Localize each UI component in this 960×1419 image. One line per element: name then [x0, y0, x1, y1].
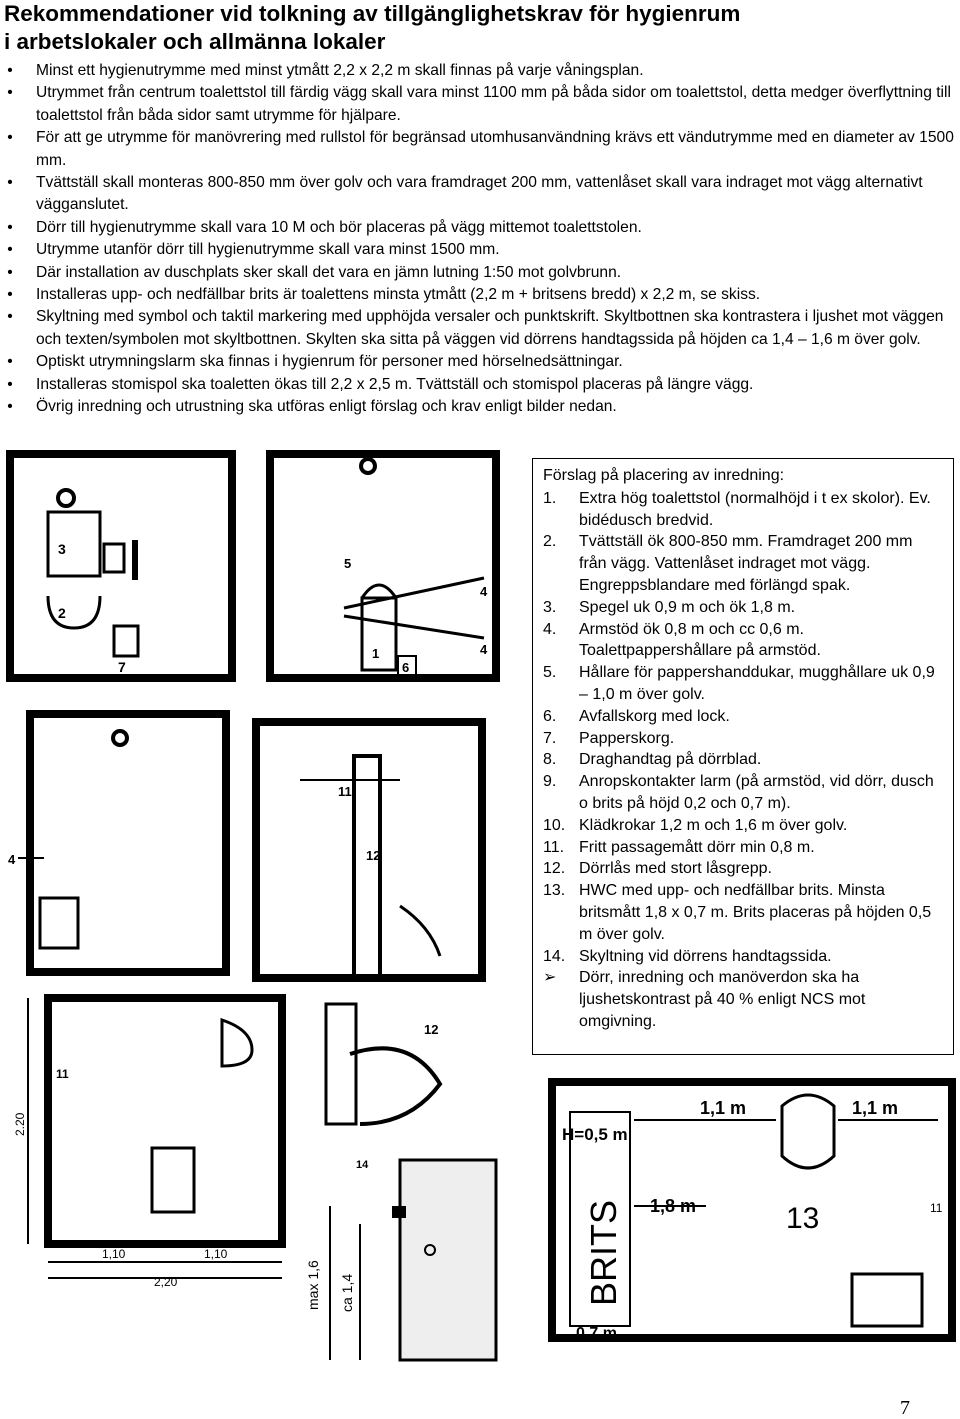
list-item: • Minst ett hygienutrymme med minst ytmått 2,2 x 2,2 m skall finnas på varje våningsplan. — [0, 60, 955, 82]
list-item: 14. Skyltning vid dörrens handtagssida. — [543, 947, 832, 965]
list-item: • Optiskt utrymningslarm ska finnas i hygienrum för personer med hörselnedsättningar. — [0, 351, 955, 373]
label-12: 12 — [424, 1022, 439, 1037]
list-item: • För att ge utrymme för manövrering med rullstol för begränsad utomhusanvändning krävs ett vändutrymme med en diameter av 1500 mm. — [0, 127, 955, 172]
label-5: 5 — [344, 556, 352, 571]
page-number: 7 — [900, 1397, 910, 1419]
list-item: 8. Draghandtag på dörrblad. — [543, 751, 762, 769]
door-lock-detail-figure — [310, 994, 460, 1142]
floor-plan-figure-1 — [4, 448, 240, 686]
label-3: 3 — [58, 541, 66, 557]
bullet-icon: • — [7, 218, 13, 236]
list-item: 6. Avfallskorg med lock. — [543, 707, 730, 725]
list-item: 12. Dörrlås med stort låsgrepp. — [543, 860, 772, 878]
label-2: 2 — [58, 605, 66, 621]
list-item: 2. Tvättställ ök 800-850 mm. Framdraget 200 mm från vägg. Vattenlåset indraget mot vägg. Engreppsblandare med förlängd spak. — [543, 533, 913, 594]
hwc-brits-plan-figure — [546, 1076, 958, 1344]
list-item: 13. HWC med upp- och nedfällbar brits. Minsta britsmått 1,8 x 0,7 m. Brits placeras på höjden 0,5 m över golv. — [543, 882, 932, 943]
floor-plan-figure-3 — [4, 708, 236, 980]
bullet-icon: • — [7, 375, 13, 393]
list-item: ➢ Dörr, inredning och manöverdon ska ha ljushetskontrast på 40 % enligt NCS mot omgivning. — [543, 969, 866, 1030]
bullet-icon: • — [7, 129, 13, 147]
list-item: • Utrymme utanför dörr till hygienutrymme skall vara minst 1500 mm. — [0, 239, 955, 261]
bullet-icon: • — [7, 286, 13, 304]
furnishing-legend — [532, 458, 954, 1055]
label-1-10-left: 1,10 — [102, 1247, 126, 1261]
label-14: 14 — [356, 1159, 369, 1171]
label-11: 11 — [930, 1201, 943, 1215]
floor-plan-figure-2 — [264, 448, 506, 686]
list-item: • Tvättställ skall monteras 800-850 mm över golv och vara framdraget 200 mm, vattenlåset skall vara indraget mot vägg alternativt vägganslutet. — [0, 172, 955, 217]
label-0-7-m: 0,7 m — [576, 1325, 617, 1342]
bullet-icon: • — [7, 174, 13, 192]
door-elevation-figure — [296, 1150, 506, 1362]
label-7: 7 — [118, 659, 126, 675]
bullet-icon: • — [7, 308, 13, 326]
bullet-icon: • — [7, 353, 13, 371]
list-item: 11. Fritt passagemått dörr min 0,8 m. — [543, 838, 815, 856]
label-4: 4 — [8, 852, 16, 867]
list-item: • Skyltning med symbol och taktil markering med upphöjda versaler och punktskrift. Skyltbottnen ska kontrastera i ljushet mot väggen och texten/symbolen mot skyltbottnen. Skylten ska sitta på väggen vid dörrens handtagssida på höjden ca 1,4 – 1,6 m över golv. — [0, 306, 955, 351]
list-item: 4. Armstöd ök 0,8 m och cc 0,6 m. Toalettpappershållare på armstöd. — [543, 620, 821, 660]
label-12: 12 — [366, 848, 381, 863]
label-h-0-5-m: H=0,5 m — [562, 1125, 628, 1144]
list-item: • Installeras stomispol ska toaletten ökas till 2,2 x 2,5 m. Tvättställ och stomispol placeras på längre vägg. — [0, 374, 955, 396]
label-4a: 4 — [480, 584, 488, 599]
bullet-icon: • — [7, 62, 13, 79]
bullet-icon: • — [7, 241, 13, 259]
requirements-list — [0, 60, 955, 419]
label-brits: BRITS — [583, 1199, 624, 1306]
list-item: 7. Papperskorg. — [543, 729, 675, 747]
list-item: 9. Anropskontakter larm (på armstöd, vid dörr, dusch o brits på höjd 0,2 och 0,7 m). — [543, 773, 934, 812]
label-6: 6 — [402, 660, 410, 675]
title-line-2: i arbetslokaler och allmänna lokaler — [4, 29, 386, 54]
list-item: • Där installation av duschplats sker skall det vara en jämn lutning 1:50 mot golvbrunn. — [0, 262, 955, 284]
label-max-1-6: max 1,6 — [305, 1260, 321, 1310]
label-1-1-m-right: 1,1 m — [852, 1098, 899, 1118]
label-11: 11 — [56, 1067, 69, 1081]
label-2-20-horizontal: 2,20 — [154, 1275, 178, 1289]
legend-list — [543, 488, 943, 1033]
label-1: 1 — [372, 646, 380, 661]
list-item: • Installeras upp- och nedfällbar brits är toalettens minsta ytmått (2,2 m + britsens bredd) x 2,2 m, se skiss. — [0, 284, 955, 306]
list-item: 1. Extra hög toalettstol (normalhöjd i t ex skolor). Ev. bidédusch bredvid. — [543, 489, 931, 529]
bullet-icon: • — [7, 398, 13, 416]
arrow-bullet-icon: ➢ — [543, 969, 557, 987]
label-1-8-m: 1,8 m — [650, 1196, 697, 1216]
bullet-icon: • — [7, 263, 13, 281]
list-item: 3. Spegel uk 0,9 m och ök 1,8 m. — [543, 598, 796, 616]
label-11: 11 — [338, 784, 352, 799]
label-4b: 4 — [480, 642, 488, 657]
list-item: 5. Hållare för pappershanddukar, mugghållare uk 0,9 – 1,0 m över golv. — [543, 664, 935, 703]
floor-plan-figure-5 — [4, 990, 294, 1292]
list-item: • Övrig inredning och utrustning ska utföras enligt förslag och krav enligt bilder nedan. — [0, 396, 955, 418]
page-title — [4, 0, 954, 56]
bullet-icon: • — [7, 84, 13, 102]
list-item: 10. Klädkrokar 1,2 m och 1,6 m över golv. — [543, 816, 848, 834]
title-line-1: Rekommendationer vid tolkning av tillgänglighetskrav för hygienrum — [4, 1, 741, 26]
floor-plan-figure-4 — [250, 716, 490, 984]
label-1-1-m-left: 1,1 m — [700, 1098, 747, 1118]
label-1-10-right: 1,10 — [204, 1247, 228, 1261]
legend-title: Förslag på placering av inredning: — [543, 467, 785, 484]
label-ca-1-4: ca 1,4 — [339, 1273, 355, 1312]
label-13: 13 — [786, 1202, 820, 1235]
list-item: • Utrymmet från centrum toalettstol till färdig vägg skall vara minst 1100 mm på båda sidor om toalettstol, detta medger överflyttning till toalettstol från båda sidor samt utrymme för hjälpare. — [0, 82, 955, 127]
list-item: • Dörr till hygienutrymme skall vara 10 M och bör placeras på vägg mittemot toalettstolen. — [0, 217, 955, 239]
label-2-20-vertical: 2.20 — [13, 1112, 27, 1136]
